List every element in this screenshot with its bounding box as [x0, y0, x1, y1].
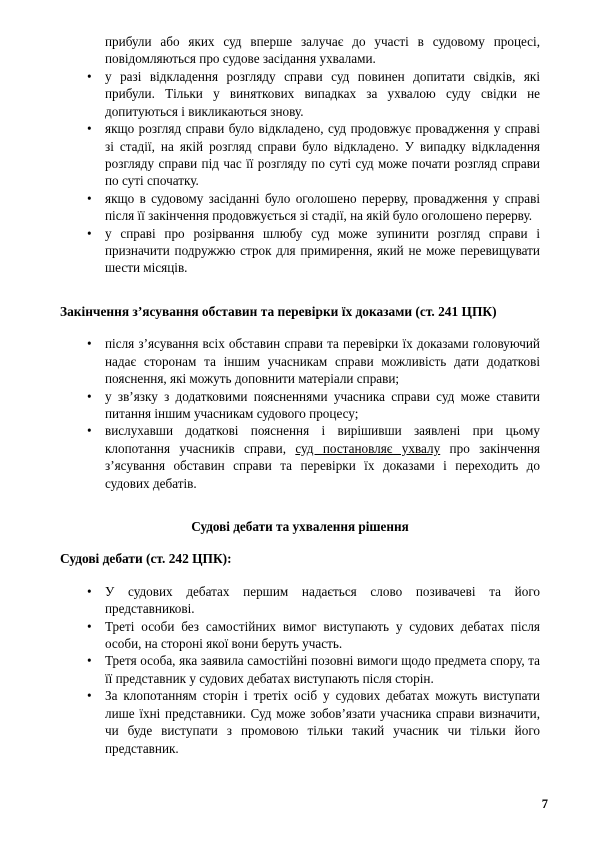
list-item-text-after: про закінчення з’ясування обставин справи та перевірки їх доказами і переходить до судових дебатів.	[105, 440, 540, 491]
page-number: 7	[541, 796, 548, 811]
underlined-phrase: суд постановляє ухвалу	[295, 440, 441, 456]
section-heading-court-debates: Судові дебати (ст. 242 ЦПК):	[60, 551, 232, 567]
section-spacer	[60, 277, 540, 303]
list-item: • Треті особи без самостійних вимог виступають у судових дебатах після особи, на стороні якої вони беруть участь.	[105, 618, 540, 653]
list-item: • якщо в судовому засіданні було оголошено перерву, провадження у справі після її закінчення продовжується зі стадії, на якій було оголошено перерву.	[105, 190, 540, 225]
list-item: • За клопотанням сторін і третіх осіб у судових дебатах можуть виступати лише їхні представники. Суд може зобов’язати учасника справи визначити, чи буде виступати з промовою тільки такий учасник чи тільки його представник.	[105, 687, 540, 757]
section-spacer	[60, 492, 540, 518]
list-item: • У судових дебатах першим надається слово позивачеві та його представникові.	[105, 583, 540, 618]
bullet-list-postponement	[60, 68, 540, 277]
continued-paragraph: прибули або яких суд вперше залучає до участі в судовому процесі, повідомляються про судове засідання ухвалами.	[105, 34, 540, 67]
list-item-with-underline	[105, 422, 540, 492]
list-item: • у зв’язку з додатковими поясненнями учасника справи суд може ставити питання іншим учасникам судового процесу;	[105, 388, 540, 423]
bullet-list-court-debates	[60, 583, 540, 757]
list-item: • у справі про розірвання шлюбу суд може зупинити розгляд справи і призначити подружжю строк для примирення, який не може перевищувати шести місяців.	[105, 225, 540, 277]
document-body	[60, 33, 540, 757]
list-item-text-before: вислухавши додаткові пояснення і вирішивши заявлені при цьому клопотання учасників справи,	[105, 423, 540, 456]
heading-spacer	[60, 320, 540, 335]
bullet-list-closing-circumstances	[60, 335, 540, 492]
list-item: • у разі відкладення розгляду справи суд повинен допитати свідків, які прибули. Тільки у виняткових випадках за ухвалою суду свідки не допитуються і викликаються знову.	[105, 68, 540, 120]
heading-spacer	[60, 535, 540, 550]
section-heading-closing-circumstances: Закінчення з’ясування обставин та перевірки їх доказами (ст. 241 ЦПК)	[60, 303, 497, 319]
center-heading-court-debates-and-decision: Судові дебати та ухвалення рішення	[191, 519, 409, 535]
list-item: • після з’ясування всіх обставин справи та перевірки їх доказами головуючий надає сторонам та іншим учасникам справи можливість дати додаткові пояснення, які можуть доповнити матеріали справи;	[105, 335, 540, 387]
list-item: • якщо розгляд справи було відкладено, суд продовжує провадження у справі зі стадії, на якій розгляд справи було відкладено. У випадку відкладення розгляду справи під час її розгляду по суті суд може почати розгляд справи по суті спочатку.	[105, 120, 540, 190]
list-item: • Третя особа, яка заявила самостійні позовні вимоги щодо предмета спору, та її представник у судових дебатах виступають після сторін.	[105, 652, 540, 687]
heading-spacer	[60, 568, 540, 583]
